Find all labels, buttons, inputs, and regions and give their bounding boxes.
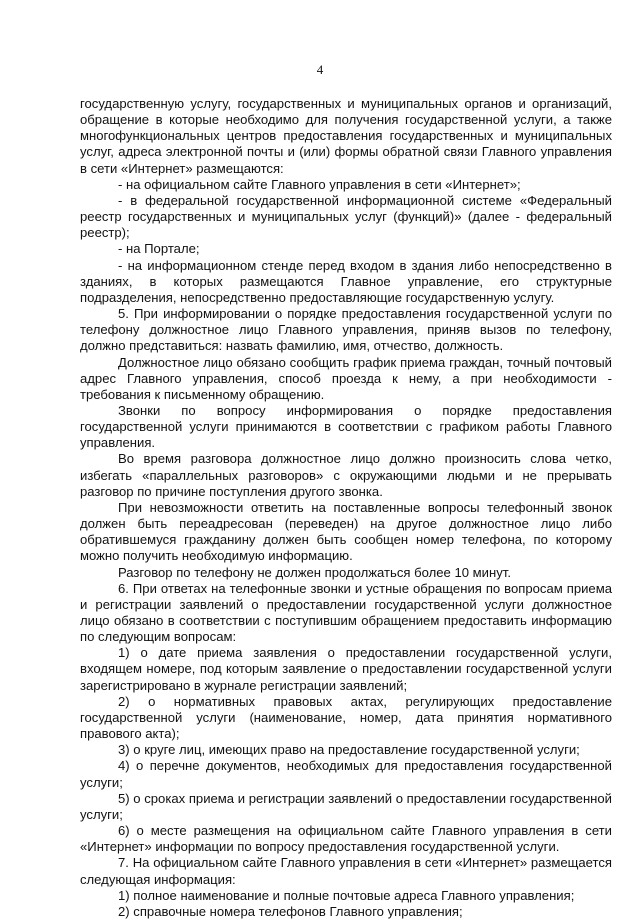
clause-6-item-4: 4) о перечне документов, необходимых для предоставления государственной услуги; [80, 758, 612, 790]
clause-7-item-1: 1) полное наименование и полные почтовые адреса Главного управления; [118, 887, 575, 903]
clause-6: 6. При ответах на телефонные звонки и устные обращения по вопросам приема и регистрации заявлений о предоставлении государственной услуги должностное лицо обязано в соответствии с поступившим обращением предоставить информацию по следующим вопросам: [80, 580, 612, 645]
paragraph-redirect: При невозможности ответить на поставленные вопросы телефонный звонок должен быть переадресован (переведен) на другое должностное лицо либо обратившемуся гражданину должен быть сообщен номер телефона, по которому можно получить необходимую информацию. [80, 499, 612, 564]
paragraph-conversation: Во время разговора должностное лицо должно произносить слова четко, избегать «параллельных разговоров» с окружающими людьми и не прерывать разговор по причине поступления другого звонка. [80, 451, 612, 499]
page-number: 4 [316, 62, 324, 77]
paragraph-continuation: государственную услугу, государственных и муниципальных органов и организаций, обращение в которые необходимо для получения государственной услуги, а также многофункциональных центров предоставления государственных и муниципальных услуг, адреса электронной почты и (или) формы обратной связи Главного управления в сети «Интернет» размещаются: [80, 96, 612, 176]
paragraph-schedule: Должностное лицо обязано сообщить график приема граждан, точный почтовый адрес Главного управления, способ проезда к нему, а при необходимости - требования к письменному обращению. [80, 354, 612, 402]
clause-6-item-6: 6) о месте размещения на официальном сайте Главного управления в сети «Интернет» информации по вопросу предоставления государственной услуги. [80, 823, 612, 855]
list-item-portal: - на Портале; [118, 241, 200, 257]
clause-6-item-3: 3) о круге лиц, имеющих право на предоставление государственной услуги; [118, 742, 580, 758]
clause-5: 5. При информировании о порядке предоставления государственной услуги по телефону должностное лицо Главного управления, приняв вызов по телефону, должно представиться: назвать фамилию, имя, отчество, должность. [80, 306, 612, 354]
list-item-official-site: - на официальном сайте Главного управления в сети «Интернет»; [118, 176, 521, 192]
list-item-info-stand: - на информационном стенде перед входом в здания либо непосредственно в зданиях, в которых размещаются Главное управление, его структурные подразделения, непосредственно предоставляющие государственную услугу. [80, 257, 612, 305]
paragraph-calls: Звонки по вопросу информирования о порядке предоставления государственной услуги принимаются в соответствии с графиком работы Главного управления. [80, 402, 612, 451]
clause-6-item-2: 2) о нормативных правовых актах, регулирующих предоставление государственной услуги (наименование, номер, дата принятия нормативного правового акта); [80, 693, 612, 742]
document-body [80, 96, 612, 920]
clause-7-item-2: 2) справочные номера телефонов Главного управления; [118, 903, 463, 919]
list-item-federal-registry: - в федеральной государственной информационной системе «Федеральный реестр государственных и муниципальных услуг (функций)» (далее - федеральный реестр); [80, 192, 612, 241]
clause-6-item-5: 5) о сроках приема и регистрации заявлений о предоставлении государственной услуги; [80, 790, 612, 822]
clause-7: 7. На официальном сайте Главного управления в сети «Интернет» размещается следующая информация: [80, 855, 612, 887]
clause-6-item-1: 1) о дате приема заявления о предоставлении государственной услуги, входящем номере, под которым заявление о предоставлении государственной услуги зарегистрировано в журнале регистрации заявлений; [80, 645, 612, 693]
paragraph-duration: Разговор по телефону не должен продолжаться более 10 минут. [118, 564, 511, 580]
